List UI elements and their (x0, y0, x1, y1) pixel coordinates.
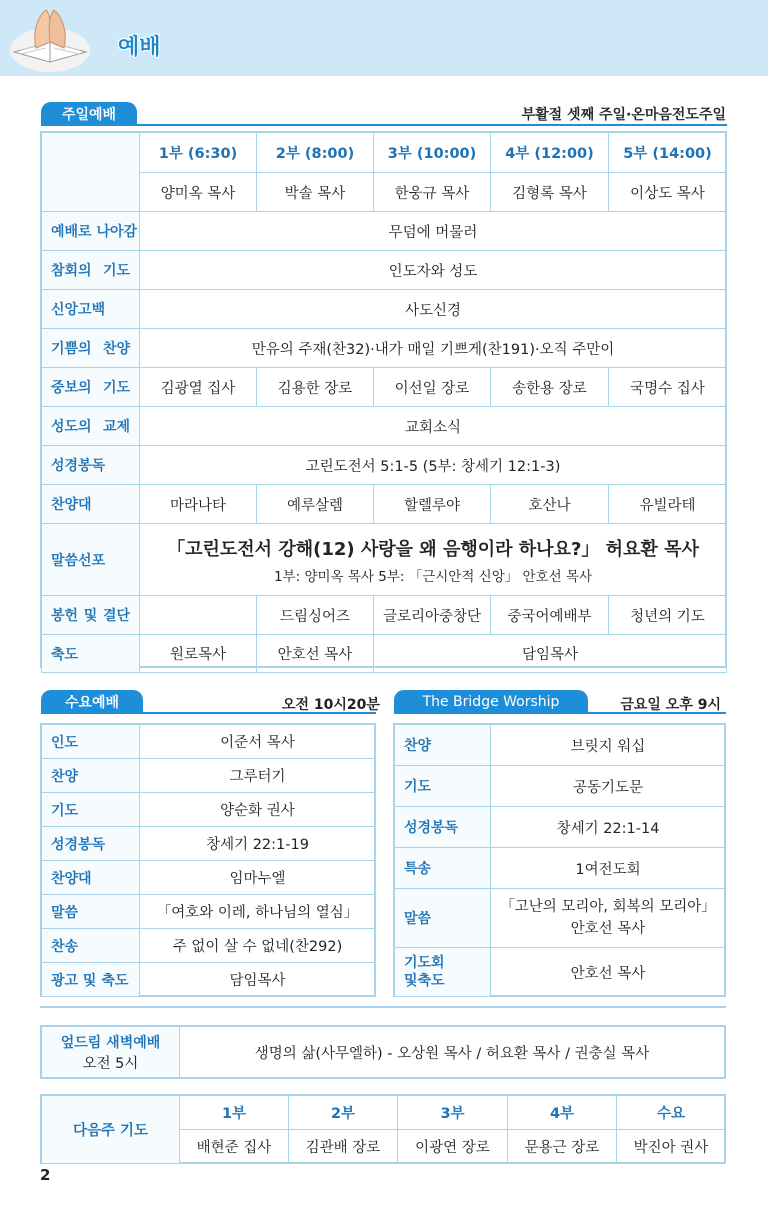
dawn-label-cell (42, 1027, 180, 1077)
row-value: 국명수 집사 (609, 368, 727, 407)
bridge-table (394, 724, 726, 997)
page-number: 2 (40, 1166, 51, 1184)
sermon-subtitle: 1부: 양미옥 목사 5부: 「근시안적 신앙」 안호선 목사 (273, 568, 593, 585)
row-label-multiline (395, 948, 491, 997)
next-prayer-table (41, 1095, 726, 1164)
bridge-note: 금요일 오후 9시 (620, 697, 721, 713)
row-value: 할렐루야 (374, 485, 491, 524)
row-label: 성경봉독 (42, 446, 140, 485)
prayer-name: 배현준 집사 (180, 1130, 289, 1164)
tab-sunday-worship: 주일예배 (41, 102, 137, 126)
row-label: 기도 (42, 793, 140, 827)
row-label: 신앙고백 (42, 290, 140, 329)
preacher-cell: 김형록 목사 (491, 173, 609, 212)
row-value: 중국어예배부 (491, 596, 609, 635)
row-value: 이선일 장로 (374, 368, 491, 407)
row-label: 인도 (42, 725, 140, 759)
prayer-name: 이광연 장로 (398, 1130, 508, 1164)
row-label: 찬송 (42, 929, 140, 963)
preacher-cell: 이상도 목사 (609, 173, 727, 212)
page-title: 예배 (118, 35, 161, 60)
row-value: 호산나 (491, 485, 609, 524)
service-header: 3부 (10:00) (374, 133, 491, 173)
row-label: 예배로 나아감 (42, 212, 140, 251)
row-label: 특송 (395, 848, 491, 889)
row-value: 드림싱어즈 (257, 596, 374, 635)
section-divider (40, 1006, 726, 1008)
row-value: 무덤에 머물러 (140, 212, 727, 251)
service-header: 4부 (12:00) (491, 133, 609, 173)
row-label: 참회의 기도 (42, 251, 140, 290)
preacher-cell: 박솔 목사 (257, 173, 374, 212)
row-value: 임마누엘 (140, 861, 376, 895)
prayer-name: 박진아 권사 (617, 1130, 726, 1164)
dawn-time: 오전 5시 (82, 1055, 139, 1072)
row-value: 그루터기 (140, 759, 376, 793)
row-label: 찬양대 (42, 861, 140, 895)
row-value (140, 596, 257, 635)
row-value: 브릿지 워십 (491, 725, 726, 766)
row-value: 마라나타 (140, 485, 257, 524)
wednesday-note: 오전 10시20분 (282, 697, 380, 713)
row-value: 유빌라테 (609, 485, 727, 524)
service-header: 5부 (14:00) (609, 133, 727, 173)
row-value: 김광열 집사 (140, 368, 257, 407)
corner-cell (42, 133, 140, 212)
sunday-table (41, 132, 727, 673)
row-label: 성경봉독 (42, 827, 140, 861)
row-value: 안호선 목사 (257, 635, 374, 673)
prayer-name: 문용근 장로 (508, 1130, 617, 1164)
praying-hands-bible-icon (6, 4, 94, 74)
row-value: 김용한 장로 (257, 368, 374, 407)
row-value-multiline (491, 889, 726, 948)
prayer-header: 2부 (289, 1096, 398, 1130)
tab-wednesday-worship: 수요예배 (41, 690, 143, 714)
row-label: 기도회 (404, 955, 445, 971)
section-rule (41, 124, 727, 126)
row-value: 담임목사 (374, 635, 727, 673)
tab-bridge-worship: The Bridge Worship (394, 690, 588, 714)
service-header: 2부 (8:00) (257, 133, 374, 173)
sunday-note: 부활절 셋째 주일·온마음전도주일 (521, 107, 726, 123)
row-value: 안호선 목사 (491, 948, 726, 997)
row-value: 청년의 기도 (609, 596, 727, 635)
row-label: 찬양대 (42, 485, 140, 524)
row-label: 및축도 (404, 973, 445, 989)
page-header (0, 0, 768, 76)
row-label: 기쁨의 찬양 (42, 329, 140, 368)
preacher-cell: 양미옥 목사 (140, 173, 257, 212)
row-value: 주 없이 살 수 없네(찬292) (140, 929, 376, 963)
service-header: 1부 (6:30) (140, 133, 257, 173)
row-label: 찬양 (395, 725, 491, 766)
row-value: 고린도전서 5:1-5 (5부: 창세기 12:1-3) (140, 446, 727, 485)
row-value: 담임목사 (140, 963, 376, 997)
dawn-label: 엎드림 새벽예배 (60, 1034, 161, 1051)
sermon-title: 「고난의 모리아, 회복의 모리아」 (500, 899, 716, 915)
preacher-cell: 한웅규 목사 (374, 173, 491, 212)
row-label: 봉헌 및 결단 (42, 596, 140, 635)
sermon-cell (140, 524, 727, 596)
row-value: 공동기도문 (491, 766, 726, 807)
row-label: 성경봉독 (395, 807, 491, 848)
row-value: 1여전도회 (491, 848, 726, 889)
row-value: 글로리아중창단 (374, 596, 491, 635)
row-value: 이준서 목사 (140, 725, 376, 759)
row-value: 송한용 장로 (491, 368, 609, 407)
row-label: 성도의 교제 (42, 407, 140, 446)
row-value: 교회소식 (140, 407, 727, 446)
wednesday-table (41, 724, 376, 997)
row-label: 말씀 (395, 889, 491, 948)
sermon-title: 「고린도전서 강해(12) 사랑을 왜 음행이라 하나요?」 허요환 목사 (167, 538, 699, 560)
row-label: 찬양 (42, 759, 140, 793)
prayer-name: 김관배 장로 (289, 1130, 398, 1164)
row-label: 기도 (395, 766, 491, 807)
row-value: 원로목사 (140, 635, 257, 673)
prayer-header: 수요 (617, 1096, 726, 1130)
prayer-header: 1부 (180, 1096, 289, 1130)
row-value: 창세기 22:1-19 (140, 827, 376, 861)
row-value: 창세기 22:1-14 (491, 807, 726, 848)
row-value: 예루살렘 (257, 485, 374, 524)
row-value: 인도자와 성도 (140, 251, 727, 290)
prayer-header: 3부 (398, 1096, 508, 1130)
row-value: 「여호와 이레, 하나님의 열심」 (140, 895, 376, 929)
next-prayer-label: 다음주 기도 (42, 1096, 180, 1164)
sermon-preacher: 안호선 목사 (570, 921, 646, 937)
row-value: 사도신경 (140, 290, 727, 329)
row-label: 중보의 기도 (42, 368, 140, 407)
row-value: 만유의 주재(찬32)·내가 매일 기쁘게(찬191)·오직 주만이 (140, 329, 727, 368)
row-label: 말씀선포 (42, 524, 140, 596)
dawn-value: 생명의 삶(사무엘하) - 오상원 목사 / 허요환 목사 / 권충실 목사 (254, 1045, 650, 1062)
row-label: 광고 및 축도 (42, 963, 140, 997)
row-value: 양순화 권사 (140, 793, 376, 827)
row-label: 축도 (42, 635, 140, 673)
row-label: 말씀 (42, 895, 140, 929)
prayer-header: 4부 (508, 1096, 617, 1130)
